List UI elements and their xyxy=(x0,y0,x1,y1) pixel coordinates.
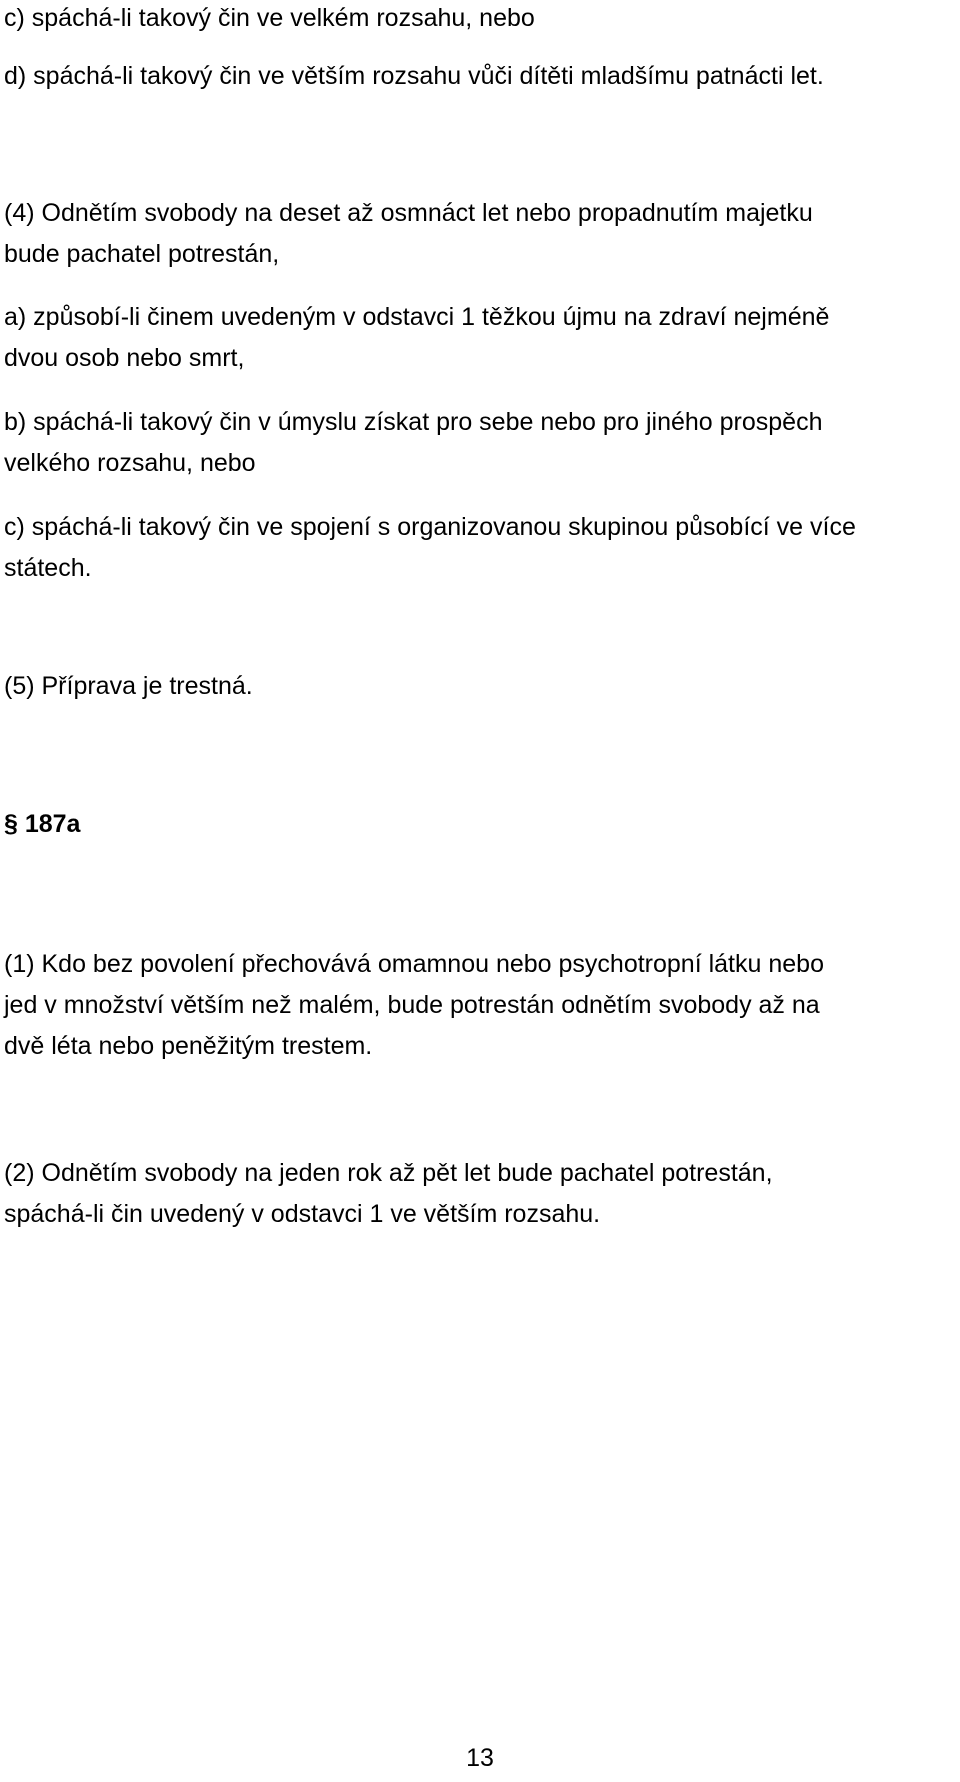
text-line: a) způsobí-li činem uvedeným v odstavci 1 těžkou újmu na zdraví nejméně xyxy=(4,303,830,331)
text-line: bude pachatel potrestán, xyxy=(4,240,280,268)
text-line: dvě léta nebo peněžitým trestem. xyxy=(4,1032,373,1060)
section-paragraph-1 xyxy=(4,944,954,1067)
section-title: § 187a xyxy=(4,810,81,838)
paragraph-d-child xyxy=(4,56,954,97)
text-line: (1) Kdo bez povolení přechovává omamnou nebo psychotropní látku nebo xyxy=(4,950,824,978)
section-heading xyxy=(4,804,954,845)
text-line: velkého rozsahu, nebo xyxy=(4,449,256,477)
paragraph-4 xyxy=(4,193,954,275)
paragraph-4c xyxy=(4,507,954,589)
paragraph-c-large-scale xyxy=(4,0,954,39)
page-number: 13 xyxy=(466,1744,494,1772)
text-line: spáchá-li čin uvedený v odstavci 1 ve větším rozsahu. xyxy=(4,1200,601,1228)
text-line: dvou osob nebo smrt, xyxy=(4,344,245,372)
paragraph-5 xyxy=(4,666,954,707)
text-line: c) spáchá-li takový čin ve spojení s organizovanou skupinou působící ve více xyxy=(4,513,856,541)
text-line: (4) Odnětím svobody na deset až osmnáct let nebo propadnutím majetku xyxy=(4,199,813,227)
text-line: c) spáchá-li takový čin ve velkém rozsahu, nebo xyxy=(4,4,535,32)
text-line: jed v množství větším než malém, bude potrestán odnětím svobody až na xyxy=(4,991,820,1019)
paragraph-4b xyxy=(4,402,954,484)
text-line: d) spáchá-li takový čin ve větším rozsahu vůči dítěti mladšímu patnácti let. xyxy=(4,62,824,90)
section-paragraph-2 xyxy=(4,1153,954,1235)
text-line: (5) Příprava je trestná. xyxy=(4,672,253,700)
text-line: b) spáchá-li takový čin v úmyslu získat pro sebe nebo pro jiného prospěch xyxy=(4,408,823,436)
text-line: (2) Odnětím svobody na jeden rok až pět let bude pachatel potrestán, xyxy=(4,1159,773,1187)
paragraph-4a xyxy=(4,297,954,379)
text-line: státech. xyxy=(4,554,92,582)
